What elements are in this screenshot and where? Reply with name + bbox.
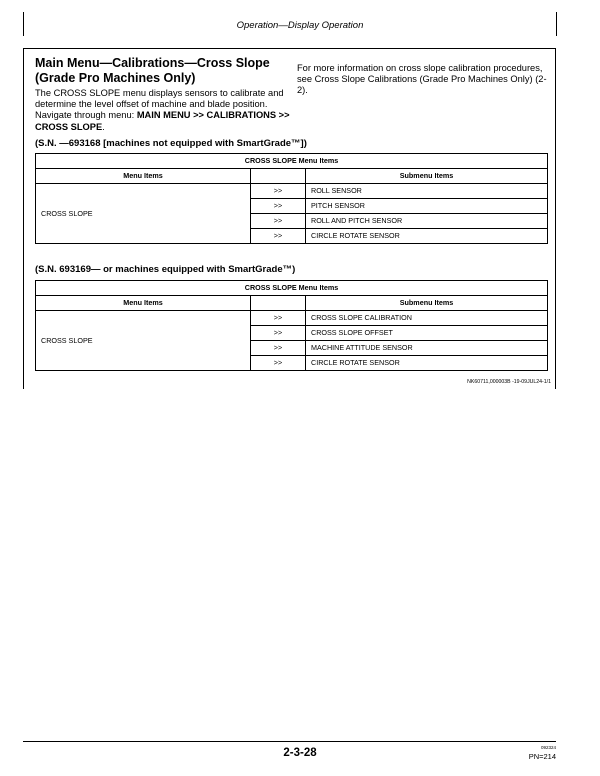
- column-header-blank: [251, 169, 306, 184]
- submenu-cell: CIRCLE ROTATE SENSOR: [306, 356, 548, 371]
- page-header-title: Operation—Display Operation: [236, 20, 364, 31]
- menu-item-cell: CROSS SLOPE: [36, 311, 251, 371]
- table-row: [36, 311, 548, 326]
- arrow-cell: >>: [251, 214, 306, 229]
- submenu-cell: CROSS SLOPE OFFSET: [306, 326, 548, 341]
- arrow-cell: >>: [251, 199, 306, 214]
- menu-item-cell: CROSS SLOPE: [36, 184, 251, 244]
- section-body: [35, 88, 290, 133]
- submenu-cell: PITCH SENSOR: [306, 199, 548, 214]
- document-reference-code: NK60711,000003B -19-09JUL24-1/1: [467, 379, 551, 385]
- table-row: [36, 184, 548, 199]
- footer-pn: PN=214: [528, 752, 556, 761]
- column-header-submenu: Submenu Items: [306, 169, 548, 184]
- submenu-cell: CIRCLE ROTATE SENSOR: [306, 229, 548, 244]
- footer-rule: [23, 741, 556, 742]
- column-header-menu: Menu Items: [36, 296, 251, 311]
- table-caption: CROSS SLOPE Menu Items: [36, 154, 548, 169]
- body-prefix: The CROSS SLOPE menu displays sensors to calibrate and determine the level offset of machine and blade position. Navigate through menu:: [35, 88, 284, 121]
- arrow-cell: >>: [251, 341, 306, 356]
- table-caption: CROSS SLOPE Menu Items: [36, 281, 548, 296]
- submenu-cell: CROSS SLOPE CALIBRATION: [306, 311, 548, 326]
- arrow-cell: >>: [251, 326, 306, 341]
- footer-date-code: 092324: [540, 745, 556, 750]
- arrow-cell: >>: [251, 229, 306, 244]
- column-header-menu: Menu Items: [36, 169, 251, 184]
- submenu-cell: ROLL AND PITCH SENSOR: [306, 214, 548, 229]
- menu-path: MAIN MENU >> CALIBRATIONS >> CROSS SLOPE: [35, 110, 290, 132]
- cross-slope-menu-table-1: [35, 153, 548, 244]
- submenu-cell: MACHINE ATTITUDE SENSOR: [306, 341, 548, 356]
- cross-slope-menu-table-2: [35, 280, 548, 371]
- reference-note: For more information on cross slope calibration procedures, see Cross Slope Calibrations (Grade Pro Machines Only) (2-2).: [297, 63, 547, 96]
- column-header-submenu: Submenu Items: [306, 296, 548, 311]
- arrow-cell: >>: [251, 184, 306, 199]
- column-header-blank: [251, 296, 306, 311]
- section-title: Main Menu—Calibrations—Cross Slope (Grade Pro Machines Only): [35, 56, 270, 85]
- body-suffix: .: [102, 121, 105, 132]
- serial-range-label-2: (S.N. 693169— or machines equipped with SmartGrade™): [35, 264, 296, 275]
- arrow-cell: >>: [251, 311, 306, 326]
- arrow-cell: >>: [251, 356, 306, 371]
- page-number: 2-3-28: [283, 747, 317, 759]
- submenu-cell: ROLL SENSOR: [306, 184, 548, 199]
- serial-range-label-1: (S.N. —693168 [machines not equipped with SmartGrade™]): [35, 138, 307, 149]
